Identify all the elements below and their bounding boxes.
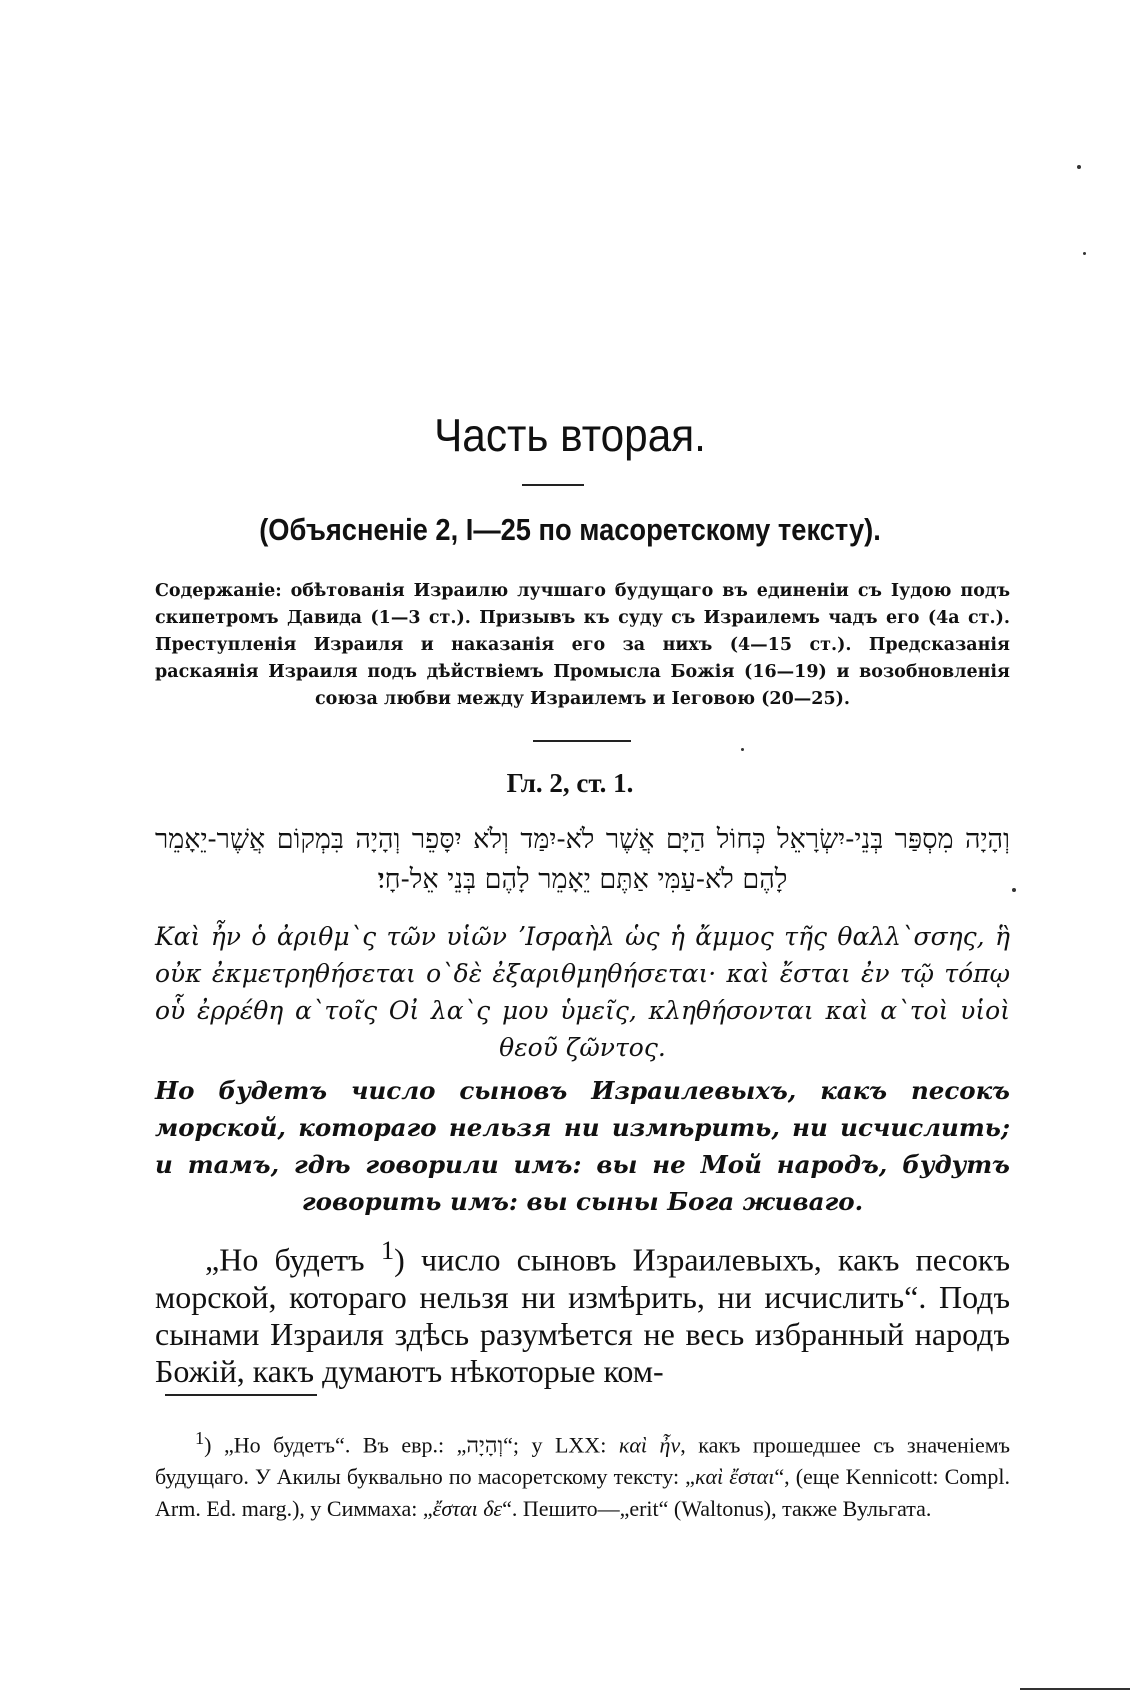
contents-summary: Содержаніе: обѣтованія Израилю лучшаго будущаго въ единеніи съ Іудою подъ скипетромъ Давида (1—3 ст.). Призывъ къ суду съ Израилемъ чадъ его (4а ст.). Преступленія Израиля и наказанія его за нихъ (4—15 ст.). Предсказанія раскаянія Израиля подъ дѣйствіемъ Промысла Божія (16—19) и возобновленія союза любви между Израилемъ и Іеговою (20—25). — [155, 581, 1010, 709]
footnote-text-5: “. Пешито—„erit“ (Waltonus), также Вульгата. — [502, 1496, 932, 1522]
footnote-divider — [165, 1394, 317, 1396]
part-title: Часть вторая. — [434, 409, 706, 461]
scan-speck — [1020, 1688, 1130, 1690]
footnote-reference: 1 — [380, 1235, 395, 1265]
footnote-mark: 1 — [195, 1428, 205, 1448]
commentary-text-start: „Но будетъ — [205, 1241, 381, 1278]
footnote-text-2: “; у LXX: — [503, 1432, 619, 1458]
section-subtitle: (Объясненіе 2, I—25 по масоретскому тексту). — [259, 512, 881, 547]
hebrew-verse: וְהָיָה מִסְפַּר בְּנֵי-יִשְׂרָאֵל כְּחוֹל הַיָּם אֲשֶׁר לֹא-יִמַּד וְלֹא יִסָּפֵר וְהָיָה בִּמְקוֹם אֲשֶׁר-יֵאָמֵר לָהֶם לֹא-עַמִּי אַתֶּם יֵאָמֵר לָהֶם בְּנֵי אֵל-חָי׃ — [155, 824, 1010, 895]
scan-speck — [1012, 888, 1016, 892]
commentary-paragraph — [155, 1232, 1010, 1390]
footnote — [155, 1422, 1010, 1525]
scan-speck — [1077, 165, 1081, 169]
footnote-text-4: “, (еще Kennicott: Compl. Arm. Ed. marg.), у Симмаха: „ — [155, 1464, 1011, 1522]
commentary-text-rest: ) число сыновъ Израилевыхъ, какъ песокъ морской, котораго нельзя ни измѣрить, ни исчислить“. Подъ сынами Израиля здѣсь разумѣется не весь избранный народъ Божій, какъ думаютъ нѣкоторые ком- — [155, 1241, 1011, 1389]
scan-speck — [1083, 252, 1086, 255]
chapter-heading: Гл. 2, ст. 1. — [506, 768, 634, 798]
russian-verse: Но будетъ число сыновъ Израилевыхъ, какъ песокъ морской, котораго нельзя ни измѣрить, ни исчислить; и тамъ, гдѣ говорили имъ: вы не Мой народъ, будутъ говорить имъ: вы сыны Бога живаго. — [155, 1076, 1010, 1216]
footnote-greek-3: ἔσται δε — [432, 1496, 503, 1522]
footnote-greek-2: καὶ ἔσται — [694, 1464, 775, 1490]
scan-speck — [741, 748, 744, 751]
footnote-hebrew-word: וְהָיָה — [466, 1432, 504, 1458]
footnote-greek-1: καὶ ἦν — [618, 1432, 681, 1458]
summary-divider — [533, 740, 631, 742]
title-divider — [522, 484, 584, 486]
footnote-text-1: ) „Но будетъ“. Въ евр.: „ — [204, 1432, 467, 1458]
footnote-text-3: , какъ прошедшее съ значеніемъ будущаго. У Акилы буквально по масоретскому тексту: „ — [155, 1432, 1011, 1490]
greek-verse: Καὶ ἦν ὁ ἀριθμ`ς τῶν υἱῶν ʼΙσραὴλ ὡς ἡ ἄμμος τῆς θαλλ`σσης, ἣ οὐκ ἐκμετρηθήσεται ο`δὲ ἐξαριθμηθήσεται· καὶ ἔσται ἐν τῷ τόπῳ οὗ ἐρρέθη α`τοῖς Οἰ λα`ς μου ὑμεῖς, κληθήσονται καὶ α`τοὶ υἱοὶ θεοῦ ζῶντος. — [155, 922, 1010, 1062]
